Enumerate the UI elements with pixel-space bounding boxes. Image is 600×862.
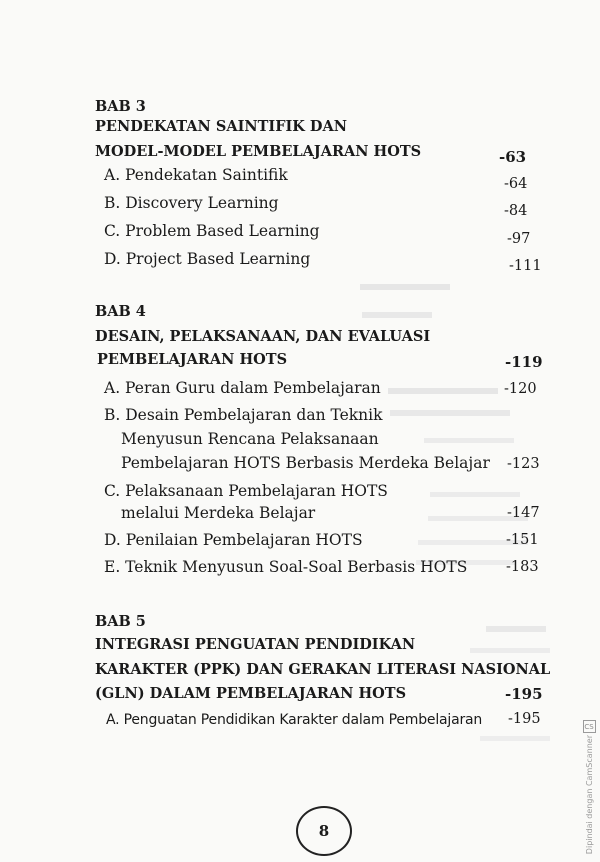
toc-page-4e: -183: [506, 559, 539, 575]
bab5-label: BAB 5: [95, 613, 146, 630]
toc-entry-4e[interactable]: E. Teknik Menyusun Soal-Soal Berbasis HOTS: [104, 558, 468, 576]
toc-page-3a: -64: [504, 176, 528, 192]
bab3-title-line1[interactable]: PENDEKATAN SAINTIFIK DAN: [95, 118, 347, 135]
toc-page-4b: -123: [507, 456, 540, 472]
toc-entry-4b-line2[interactable]: Menyusun Rencana Pelaksanaan: [121, 430, 379, 448]
toc-entry-4d[interactable]: D. Penilaian Pembelajaran HOTS: [104, 531, 363, 549]
toc-page-4c: -147: [507, 505, 540, 521]
page-number-circle: [296, 806, 352, 856]
toc-page-5a: -195: [508, 711, 541, 727]
toc-entry-4c-line2[interactable]: melalui Merdeka Belajar: [121, 504, 316, 522]
toc-page-3c: -97: [507, 231, 531, 247]
bab3-label: BAB 3: [95, 98, 146, 115]
bab3-page-number: -63: [499, 148, 527, 166]
bab5-title-line3[interactable]: (GLN) DALAM PEMBELAJARAN HOTS: [95, 685, 407, 702]
toc-entry-4b-line1[interactable]: B. Desain Pembelajaran dan Teknik: [104, 406, 383, 424]
bab4-title-line1[interactable]: DESAIN, PELAKSANAAN, DAN EVALUASI: [95, 328, 431, 345]
toc-page-3d: -111: [509, 258, 542, 274]
toc-entry-4c-line1[interactable]: C. Pelaksanaan Pembelajaran HOTS: [104, 482, 388, 500]
bab5-title-line2[interactable]: KARAKTER (PPK) DAN GERAKAN LITERASI NASIONAL: [95, 661, 551, 678]
bab4-title-line2[interactable]: PEMBELAJARAN HOTS: [97, 351, 288, 368]
camscanner-logo-icon: CS: [583, 720, 596, 733]
bab5-title-line1[interactable]: INTEGRASI PENGUATAN PENDIDIKAN: [95, 636, 416, 653]
toc-entry-4a[interactable]: A. Peran Guru dalam Pembelajaran: [104, 379, 381, 397]
toc-entry-3d[interactable]: D. Project Based Learning: [104, 250, 311, 268]
bab4-label: BAB 4: [95, 303, 146, 320]
watermark-text: Dipindai dengan CamScanner: [584, 735, 594, 855]
bab3-title-line2[interactable]: MODEL-MODEL PEMBELAJARAN HOTS: [95, 143, 422, 160]
toc-page-4d: -151: [506, 532, 539, 548]
camscanner-watermark: [582, 720, 596, 860]
toc-page-3b: -84: [504, 203, 528, 219]
bab4-page-number: -119: [505, 353, 543, 371]
toc-page-4a: -120: [504, 381, 537, 397]
toc-entry-5a[interactable]: A. Penguatan Pendidikan Karakter dalam Pembelajaran: [106, 712, 483, 728]
toc-entry-3a[interactable]: A. Pendekatan Saintifik: [104, 166, 288, 184]
toc-entry-3c[interactable]: C. Problem Based Learning: [104, 222, 320, 240]
page-number: 8: [318, 822, 330, 840]
toc-entry-4b-line3[interactable]: Pembelajaran HOTS Berbasis Merdeka Belajar: [121, 454, 490, 472]
toc-entry-3b[interactable]: B. Discovery Learning: [104, 194, 279, 212]
bab5-page-number: -195: [505, 685, 543, 703]
